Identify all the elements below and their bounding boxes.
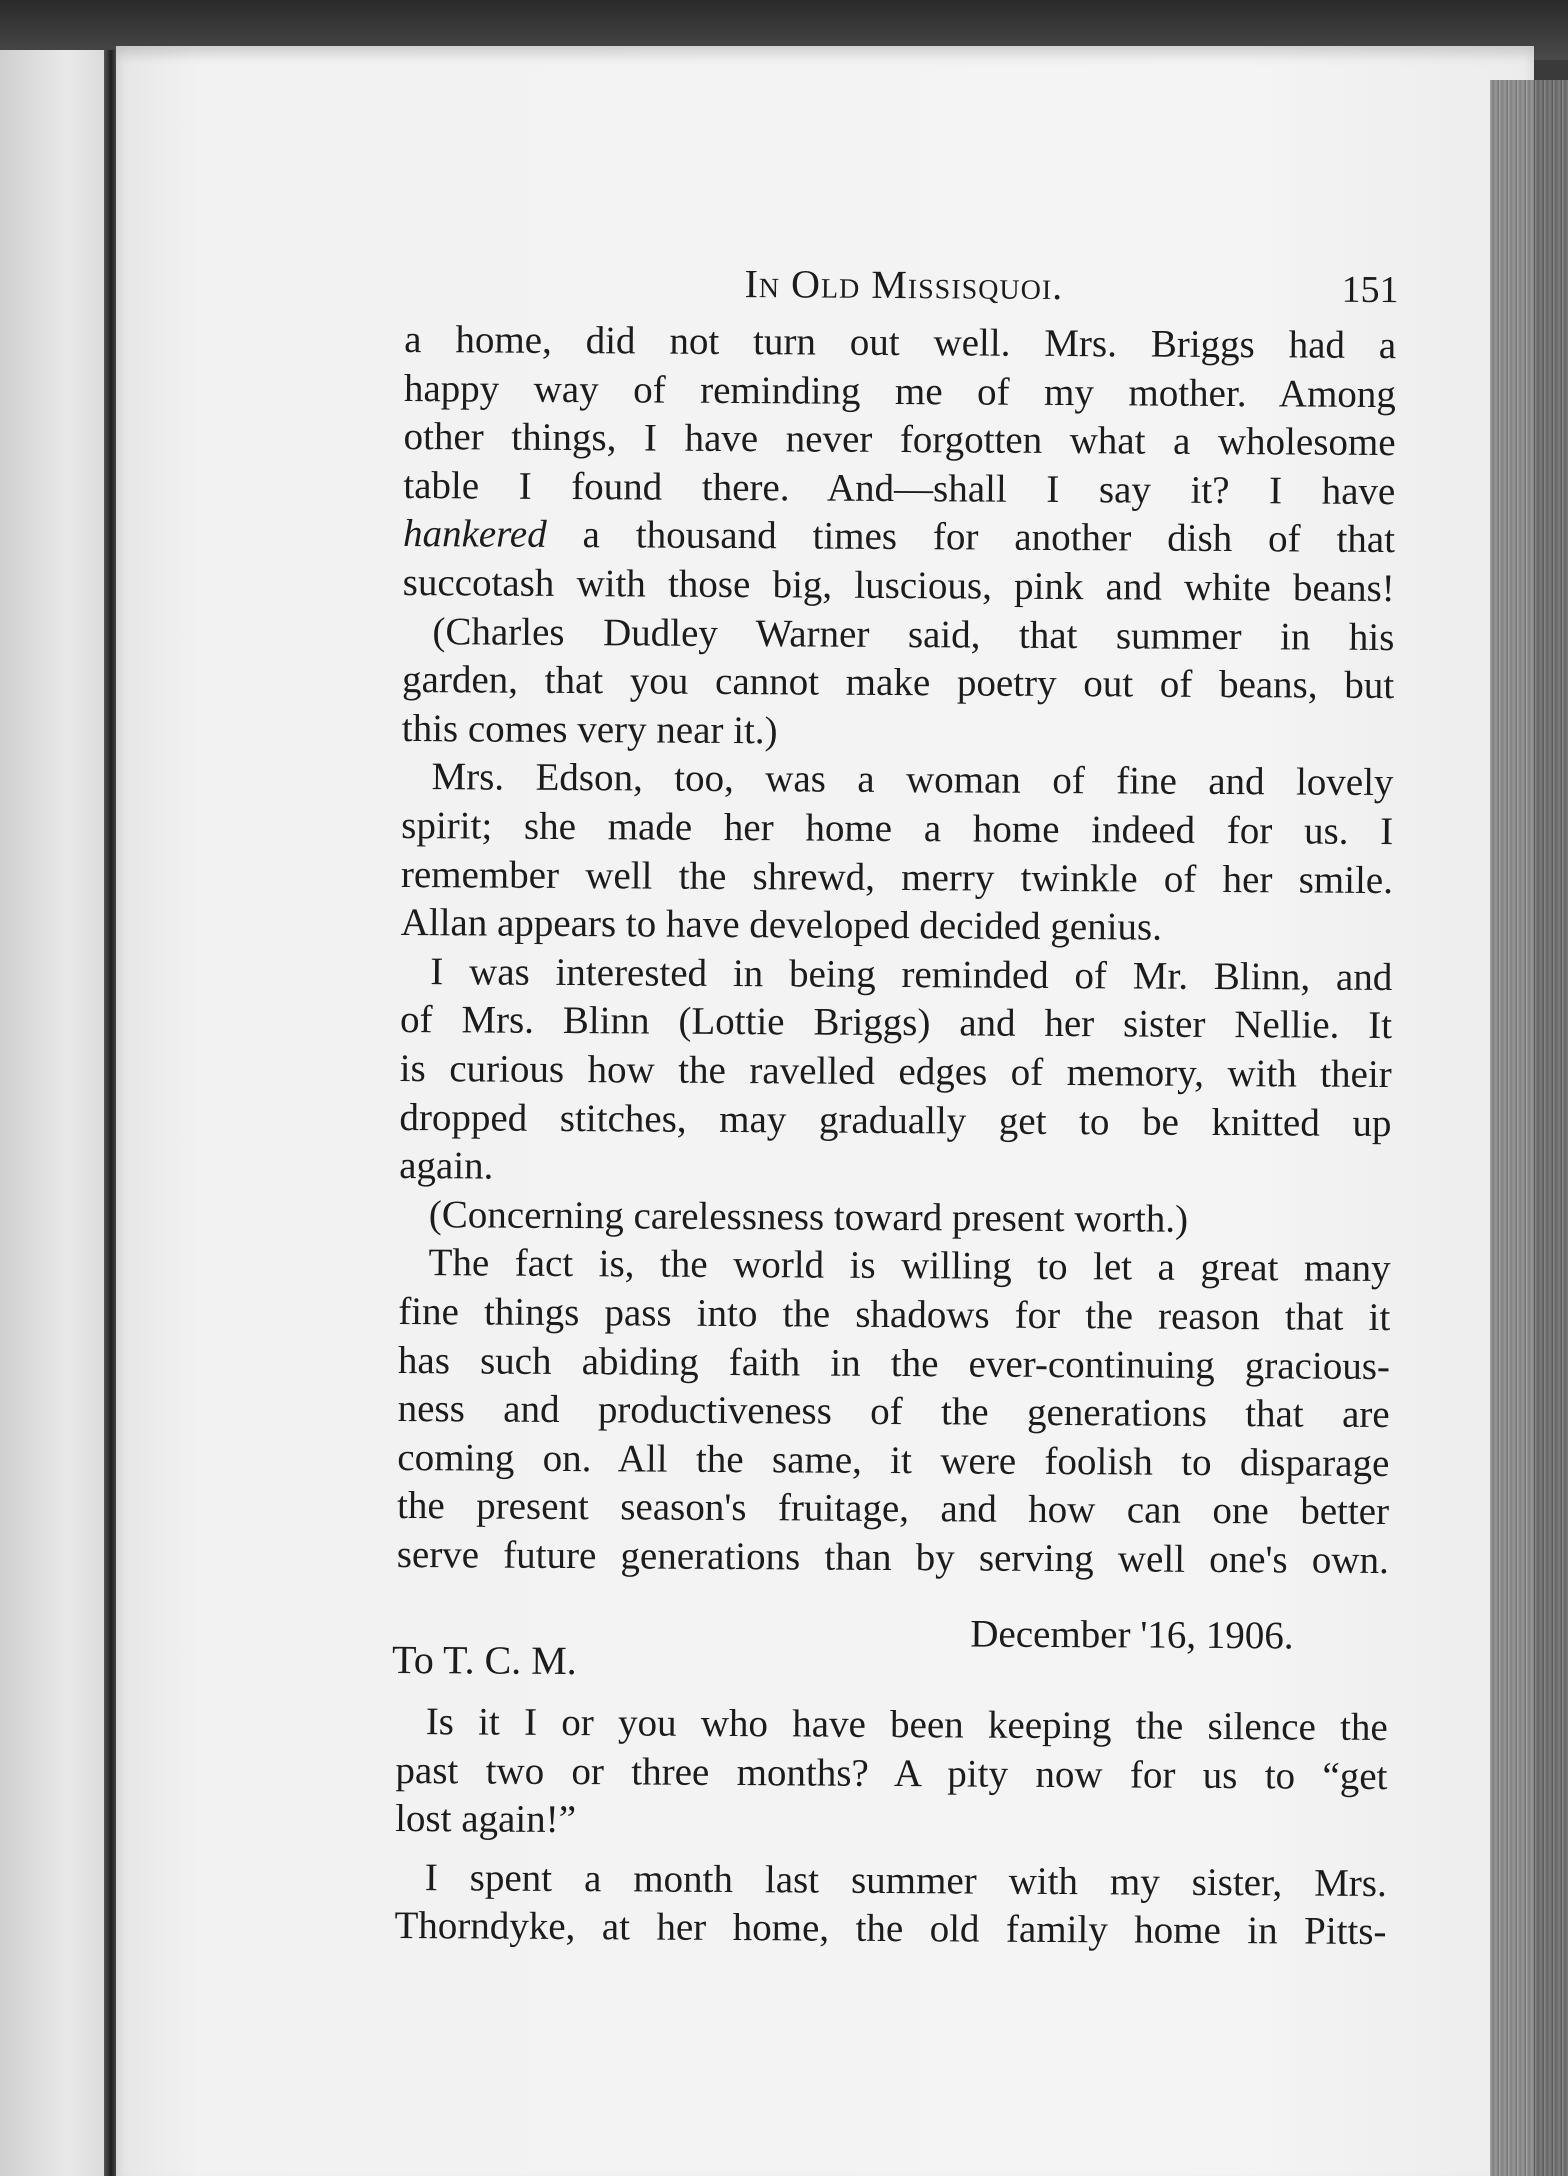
page-header xyxy=(404,258,1399,314)
text-line: past two or three months? A pity now for us to “get xyxy=(395,1748,1388,1798)
text-line: ness and productiveness of the generations that are xyxy=(397,1387,1390,1437)
text-line: I spent a month last summer with my sister, Mrs. xyxy=(424,1855,1387,1905)
text-line: Allan appears to have developed decided genius. xyxy=(400,901,1163,949)
book-page xyxy=(116,46,1534,2176)
text-line: Thorndyke, at her home, the old family home in Pitts- xyxy=(394,1904,1387,1954)
text-line: (Concerning carelessness toward present worth.) xyxy=(428,1192,1189,1241)
text-line: other things, I have never forgotten what a wholesome xyxy=(403,415,1396,465)
italic-word: hankered xyxy=(402,512,547,557)
text-line: garden, that you cannot make poetry out of beans, but xyxy=(401,658,1395,708)
text-line: (Charles Dudley Warner said, that summer in his xyxy=(432,609,1395,659)
text-line: remember well the shrewd, merry twinkle of her smile. xyxy=(400,852,1394,902)
text-line: Mrs. Edson, too, was a woman of fine and lovely xyxy=(431,755,1394,805)
page-stack-edge xyxy=(1490,80,1568,2176)
text-line: I was interested in being reminded of Mr. Blinn, and xyxy=(430,949,1393,999)
text-line: coming on. All the same, it were foolish to disparage xyxy=(397,1435,1390,1485)
text-line: hankered a thousand times for another dish of that xyxy=(402,512,1396,562)
running-head: In Old Missisquoi. xyxy=(744,261,1064,309)
text-line: lost again!” xyxy=(395,1797,577,1842)
letter-salutation: To T. C. M. xyxy=(392,1636,577,1684)
text-line: happy way of reminding me of my mother. Among xyxy=(403,366,1397,416)
facing-page-edge xyxy=(0,50,112,2176)
text-line: dropped stitches, may gradually get to be knitted up xyxy=(399,1095,1392,1145)
text-line: spirit; she made her home a home indeed for us. I xyxy=(401,803,1394,854)
text-line: again. xyxy=(399,1144,494,1188)
text-line: Is it I or you who have been keeping the silence the xyxy=(425,1700,1388,1750)
text-line: is curious how the ravelled edges of memory, with their xyxy=(399,1046,1392,1097)
page-text xyxy=(392,46,1399,1954)
text-line: this comes very near it.) xyxy=(401,706,778,753)
text-line: serve future generations than by serving well one's own. xyxy=(396,1532,1389,1583)
page-number: 151 xyxy=(1341,268,1399,312)
letter-date: December '16, 1906. xyxy=(970,1612,1294,1658)
text-line: the present season's fruitage, and how can one better xyxy=(396,1484,1390,1534)
text-line: has such abiding faith in the ever-continuing gracious- xyxy=(397,1338,1391,1388)
text-line: a home, did not turn out well. Mrs. Briggs had a xyxy=(404,317,1397,368)
text-line: succotash with those big, luscious, pink and white beans! xyxy=(402,560,1395,611)
text-line: The fact is, the world is willing to let a great many xyxy=(428,1241,1391,1291)
text-line: fine things pass into the shadows for the reason that it xyxy=(398,1289,1391,1340)
text-line: of Mrs. Blinn (Lottie Briggs) and her sister Nellie. It xyxy=(399,998,1393,1048)
text-line: table I found there. And—shall I say it? I have xyxy=(403,463,1396,513)
